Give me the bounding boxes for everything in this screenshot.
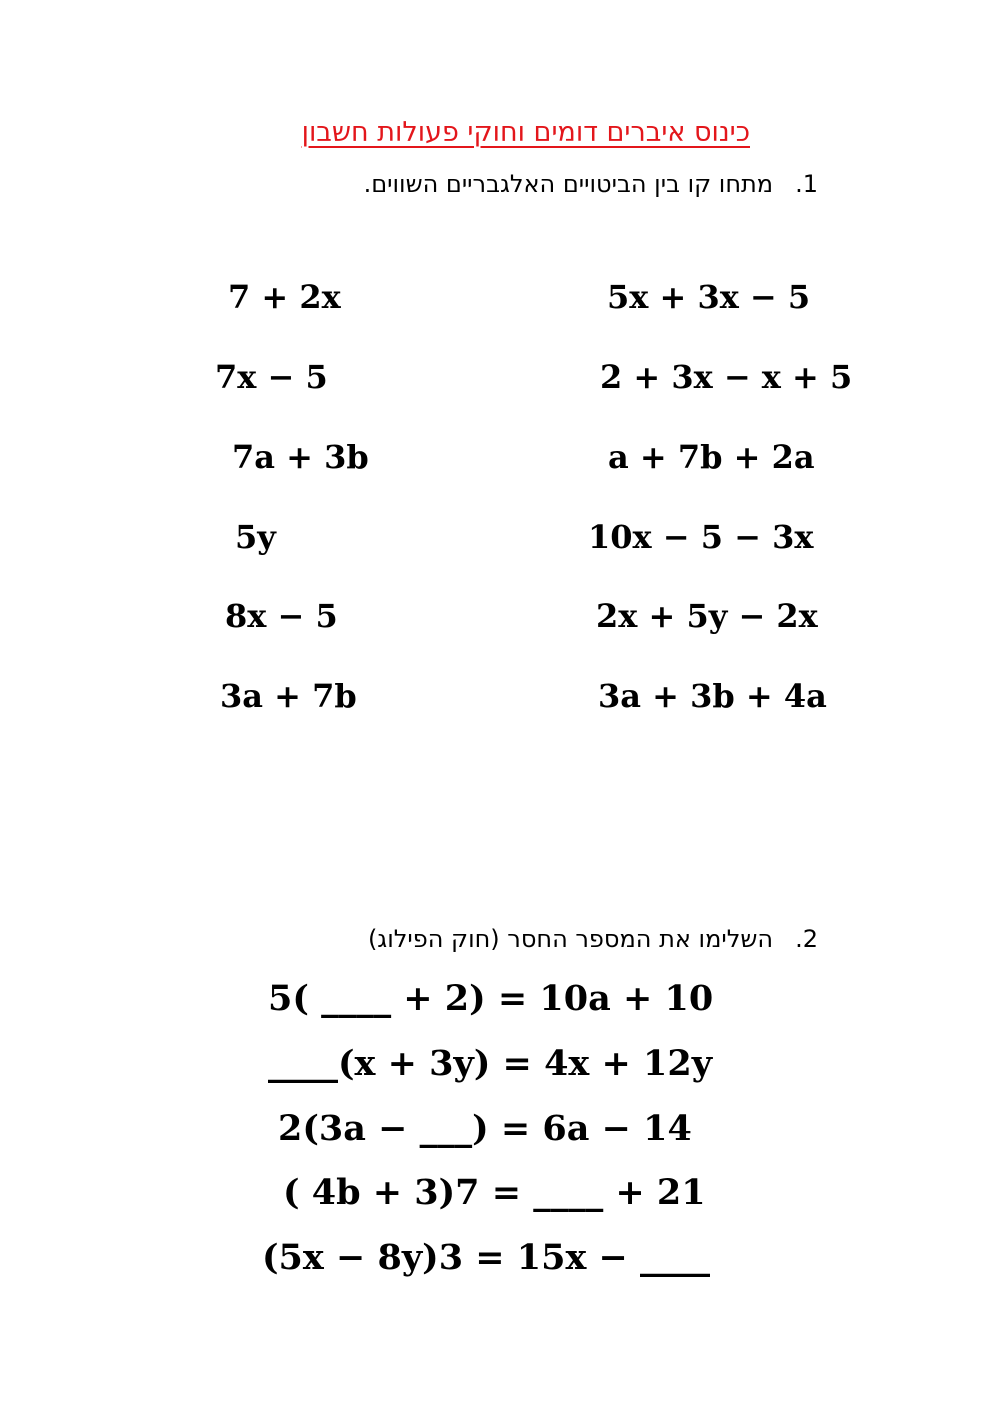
question-1-text: מתחו קו בין הביטויים האלגבריים השווים. — [363, 170, 774, 198]
left-expression-6[interactable]: 3a + 7b — [220, 677, 357, 715]
right-expression-6[interactable]: 3a + 3b + 4a — [598, 677, 827, 715]
equation-1[interactable]: 5( ____ + 2) = 10a + 10 — [268, 978, 714, 1019]
question-1-instruction — [364, 170, 818, 198]
worksheet-title: כינוס איברים דומים וחוקי פעולות חשבון — [301, 117, 750, 148]
right-expression-3[interactable]: a + 7b + 2a — [608, 438, 815, 476]
question-2-instruction — [368, 925, 818, 953]
equation-5[interactable]: (5x − 8y)3 = 15x − ____ — [262, 1237, 711, 1278]
left-expression-5[interactable]: 8x − 5 — [225, 597, 338, 635]
left-expression-3[interactable]: 7a + 3b — [232, 438, 369, 476]
question-2-text: השלימו את המספר החסר (חוק הפילוג) — [367, 925, 774, 953]
right-expression-1[interactable]: 5x + 3x − 5 — [607, 278, 811, 316]
right-expression-4[interactable]: 10x − 5 − 3x — [588, 518, 814, 556]
question-2-number: 2. — [795, 925, 818, 953]
question-1-number: 1. — [795, 170, 818, 198]
left-expression-1[interactable]: 7 + 2x — [228, 278, 341, 316]
right-expression-2[interactable]: 2 + 3x − x + 5 — [600, 358, 853, 396]
left-expression-4[interactable]: 5y — [235, 518, 276, 556]
left-expression-2[interactable]: 7x − 5 — [215, 358, 328, 396]
equation-3[interactable]: 2(3a − ___) = 6a − 14 — [278, 1108, 692, 1149]
right-expression-5[interactable]: 2x + 5y − 2x — [596, 597, 818, 635]
equation-4[interactable]: ( 4b + 3)7 = ____ + 21 — [283, 1172, 706, 1213]
equation-2[interactable]: ____(x + 3y) = 4x + 12y — [268, 1043, 713, 1084]
